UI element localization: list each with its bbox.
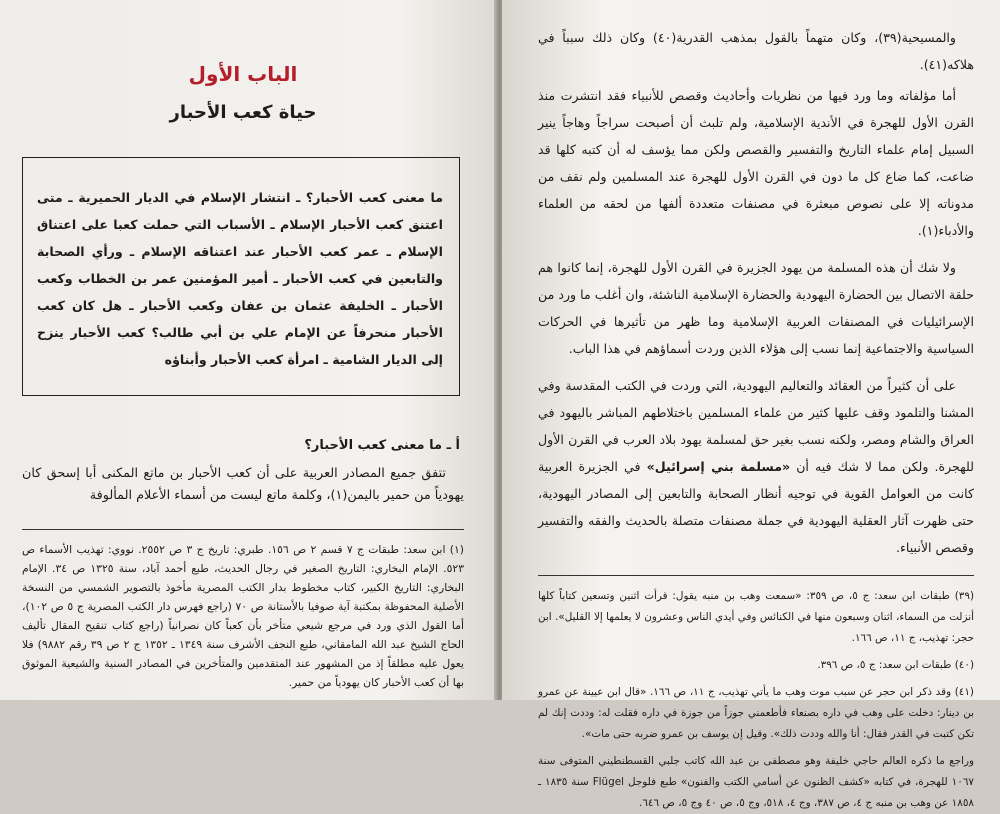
- footnote-1-right: وراجع ما ذكره العالم حاجي خليفة وهو مصطفى بن عبد الله كاتب جلبي القسطنطيني المتوفى سنة ١٠٦٧ للهجرة، في كتابه «كشف الظنون عن أسامي الكتب والفنون» طبع فلوجل Flügel سنة ١٨٣٥ ـ ١٨٥٨ عن وهب بن منبه ج ٤، ص ٣٨٧، وج ٤، ٥١٨، وج ٥، ص ٤٠ وج ٥، ص ٦٤٦.: [538, 755, 974, 809]
- footnote-39: (٣٩) طبقات ابن سعد: ج ٥، ص ٣٥٩: «سمعت وهب بن منبه يقول: قرأت اثنين وتسعين كتاباً كلها أنزلت من السماء، اثنان وسبعون منها في الكنائس وفي أيدي الناس وعشرون لا يعلمها إلا القليل». ابن حجر: تهذيب، ج ١١، ص ١٦٦.: [538, 590, 974, 644]
- section-body-text: تتفق جميع المصادر العربية على أن كعب الأحبار بن ماتع المكنى أبا إسحق كان يهودياً من حمير باليمن(١)، وكلمة ماتع ليست من أسماء الأعلام المألوفة: [22, 466, 464, 503]
- section-heading: أ ـ ما معنى كعب الأحبار؟: [304, 438, 460, 453]
- chapter-title: الباب الأول: [188, 62, 298, 86]
- chapter-summary-text: ما معنى كعب الأحبار؟ ـ انتشار الإسلام في الديار الحميرية ـ متى اعتنق كعب الأحبار الإسلام ـ الأسباب التي حملت كعبا على اعتناق الإسلام ـ عمر كعب الأحبار عند اعتناقه الإسلام ـ ورأي الصحابة والتابعين في كعب الأحبار ـ أمير المؤمنين عمر بن الخطاب وكعب الأحبار ـ الخليفة عثمان بن عفان وكعب الأحبار ـ هل كان كعب الأحبار منحرفاً عن الإمام علي بن أبي طالب؟ كعب الأحبار ينزح إلى الديار الشامية ـ امرأة كعب الأحبار وأبناؤه: [37, 190, 443, 367]
- chapter-subtitle: حياة كعب الأحبار: [169, 102, 317, 123]
- right-page: [502, 0, 1000, 809]
- chapter-summary-box: [22, 157, 460, 396]
- paragraph-4-part-b: في الجزيرة العربية كانت من العوامل القوية في توجيه أنظار الصحابة والتابعين إلى المصادر اليهودية، حتى ظهرت آثار العقلية اليهودية في جملة مصنفات متصلة بالحديث والفقه والتفسير وقصص الأنبياء.: [538, 459, 974, 555]
- paragraph-1: والمسيحية(٣٩)، وكان متهماً بالقول بمذهب القدرية(٤٠) وكان ذلك سبباً في هلاكه(٤١).: [538, 30, 974, 72]
- footnote-41: (٤١) وقد ذكر ابن حجر عن سبب موت وهب ما يأتي تهذيب، ج ١١، ص ١٦٦. «قال ابن عيينة عن عمرو بن دينار: دخلت على وهب في داره بصنعاء فأطعمني جوزاً من جوزة في داره فقلت له: وددت إنك لم تكن كتبت في القدر فقال: أنا والله وددت ذلك». وقيل إن يوسف بن عمرو ضربه حتى مات».: [538, 686, 974, 740]
- footnote-divider: [22, 529, 464, 530]
- left-page: [0, 0, 498, 700]
- paragraph-4-part-a: على أن كثيراً من العقائد والتعاليم اليهودية، التي وردت في الكتب المقدسة وفي المشنا والتلمود وقف عليها كثير من علماء المسلمين باختلاطهم المباشر باليهود في العراق والشام ومصر، ولكنه نسب بغير حق لمسلمة يهود بلاد العرب في القرن الأول للهجرة. ولكن مما لا شك فيه أن: [538, 378, 974, 474]
- footnote-1: (١) ابن سعد: طبقات ج ٧ قسم ٢ ص ١٥٦. طبري: تاريخ ج ٣ ص ٢٥٥٢. نووي: تهذيب الأسماء ص ٥٢٣. الإمام البخاري: التاريخ الصغير في رجال الحديث، طبع أحمد آباد، سنة ١٣٢٥ ص ٣٤. الإمام البخاري: التاريخ الكبير، كتاب مخطوط بدار الكتب المصرية مأخوذ بالتصوير الشمسي من النسخة الأصلية المحفوظة بمكتبة آية صوفيا بالأستانة ص ٧٠ (راجع فهرس دار الكتب المصرية ج ٥ ص ١٠٢)، أما القول الذي ورد في مرجع شيعي متأخر بأن كعباً كان نصرانياً (راجع كتاب تنقيح المقال تأليف الحاج الشيخ عبد الله المامقاني، طبع النجف الأشرف سنة ١٣٤٩ ـ ١٣٥٢ ج ٢ ص ٣٩ رقم ٩٨٨٢) فلا يعول عليه مطلقاً إذ من المشهور عند المتقدمين والمتأخرين في المصادر السنية والشيعية الموثوق بها أن كعب الأحبار كان يهودياً من حمير.: [22, 543, 465, 689]
- footnote-divider-right: [538, 575, 974, 576]
- paragraph-4-bold-term: «مسلمة بني إسرائيل»: [646, 459, 791, 474]
- paragraph-4: [538, 372, 974, 561]
- paragraph-3: ولا شك أن هذه المسلمة من يهود الجزيرة في القرن الأول للهجرة، إنما كانوا هم حلقة الاتصال بين الحضارة اليهودية والحضارة الإسلامية الناشئة، وان أغلب ما ورد من الإسرائيليات في المصنفات العربية الإسلامية وما ظهر من تأثيرها في الحركات السياسية والاجتماعية إنما نسب إلى هؤلاء الذين وردت أسماؤهم في هذا الباب.: [538, 260, 974, 356]
- footnote-40: (٤٠) طبقات ابن سعد: ج ٥، ص ٣٩٦.: [817, 659, 974, 671]
- paragraph-2: أما مؤلفاته وما ورد فيها من نظريات وأحاديث وقصص للأنبياء فقد انتشرت منذ القرن الأول للهجرة في الأندية الإسلامية، ولم تلبث أن أصبحت سراجاً وهاجاً ينير السبيل إمام علماء التاريخ والتفسير والقصص ولكن مما يؤسف له أن كتبه كلها قد ضاعت، كما ضاع كل ما دون في القرن الأول للهجرة عند المسلمين ولم نقف من مدوناته إلا على نصوص مبعثرة في مصنفات متعددة ألفها من لحقه من العلماء والأدباء(١).: [538, 88, 974, 238]
